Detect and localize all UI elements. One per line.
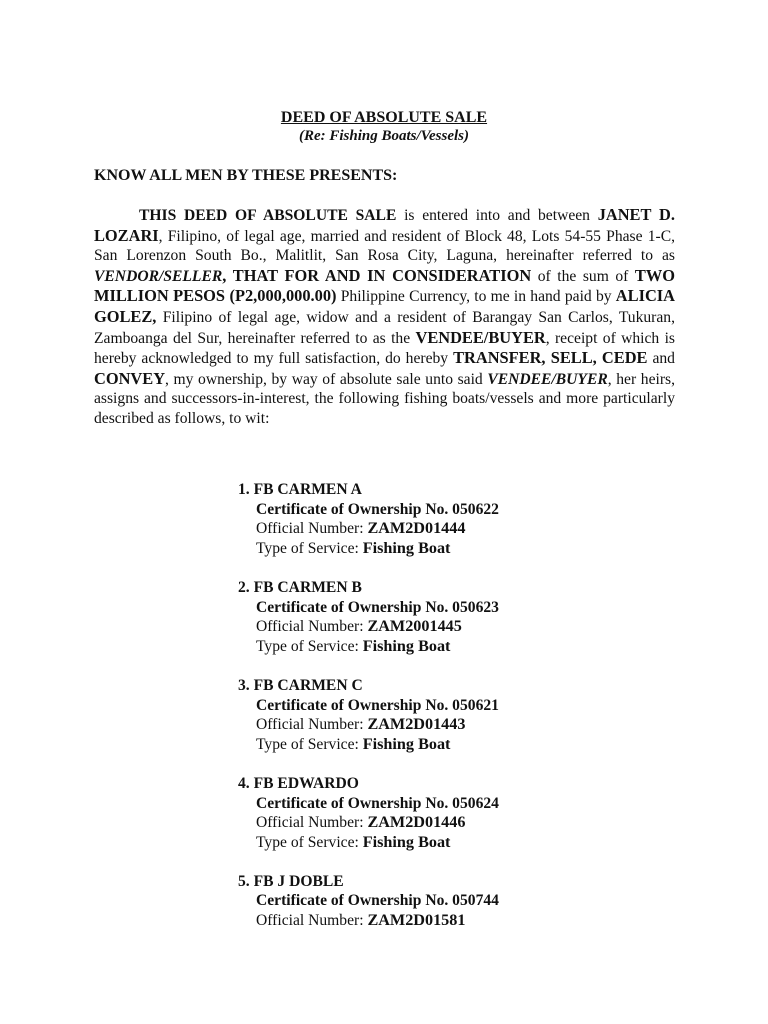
vessel-item	[238, 578, 638, 656]
deed-phrase: THIS DEED OF ABSOLUTE SALE	[139, 207, 397, 224]
service-label: Type of Service:	[256, 637, 363, 655]
para-text: , Filipino, of legal age, married and resident of Block 48, Lots 54-55 Phase 1-C, San Lorenzon South Bo., Malitlit, San Rosa City, Laguna, hereinafter referred to as	[94, 227, 675, 265]
official-number-value: ZAM2D01444	[367, 519, 466, 538]
vessel-name: 3. FB CARMEN C	[238, 676, 363, 694]
vessel-item	[238, 676, 638, 754]
service-label: Type of Service:	[256, 833, 363, 851]
vessel-official-number-row	[238, 813, 638, 833]
para-text: of the sum of	[531, 267, 635, 285]
sale-amount: TWO MILLION PESOS (P2,000,000.00)	[94, 265, 675, 306]
vessel-official-number-row	[238, 911, 638, 931]
vessel-official-number-row	[238, 715, 638, 735]
service-value: Fishing Boat	[362, 832, 451, 851]
vessel-item	[238, 480, 638, 558]
vessel-service-row	[238, 539, 638, 559]
para-text: , receipt of which is hereby acknowledged to my full satisfaction, do hereby	[94, 329, 675, 368]
vessel-name: 5. FB J DOBLE	[238, 872, 344, 890]
vessel-certificate: Certificate of Ownership No. 050624	[256, 794, 499, 812]
vessel-certificate: Certificate of Ownership No. 050623	[256, 598, 499, 616]
vessel-name: 2. FB CARMEN B	[238, 578, 362, 596]
official-number-value: ZAM2D01446	[367, 813, 466, 832]
service-label: Type of Service:	[256, 735, 363, 753]
seller-name: JANET D. LOZARI	[94, 205, 675, 245]
vessel-service-row	[238, 637, 638, 657]
official-number-label: Official Number:	[256, 520, 368, 538]
para-text: is entered into and between	[396, 207, 598, 224]
vessel-certificate: Certificate of Ownership No. 050744	[256, 892, 499, 910]
para-text: Filipino of legal age, widow and a resident of Barangay San Carlos, Tukuran, Zamboanga del Sur, hereinafter referred to as the	[94, 308, 675, 347]
know-all-men-heading: KNOW ALL MEN BY THESE PRESENTS:	[94, 167, 398, 184]
para-text: and	[647, 350, 675, 368]
para-text: Philippine Currency, to me in hand paid by	[336, 288, 616, 306]
convey-term: CONVEY	[94, 368, 166, 388]
document-subtitle: (Re: Fishing Boats/Vessels)	[298, 128, 470, 144]
transfer-phrase: TRANSFER, SELL, CEDE	[453, 348, 648, 368]
service-value: Fishing Boat	[362, 538, 451, 557]
service-label: Type of Service:	[256, 539, 363, 557]
vessel-item	[238, 872, 638, 931]
official-number-label: Official Number:	[256, 716, 368, 734]
deed-paragraph	[94, 205, 675, 429]
vessel-list	[238, 480, 638, 950]
vessel-name: 1. FB CARMEN A	[238, 481, 362, 498]
official-number-label: Official Number:	[256, 912, 368, 930]
service-value: Fishing Boat	[362, 636, 451, 655]
vessel-name: 4. FB EDWARDO	[238, 774, 359, 792]
vendee-buyer-term: VENDEE/BUYER	[415, 327, 546, 347]
official-number-value: ZAM2001445	[367, 617, 462, 636]
service-value: Fishing Boat	[362, 734, 451, 753]
para-text: , my ownership, by way of absolute sale unto said	[165, 370, 488, 388]
official-number-label: Official Number:	[256, 618, 368, 636]
para-text: , her heirs, assigns and successors-in-interest, the following fishing boats/vessels and more particularly described as follows, to wit:	[94, 370, 675, 427]
vessel-service-row	[238, 833, 638, 853]
vessel-service-row	[238, 735, 638, 755]
vessel-item	[238, 774, 638, 852]
vessel-certificate: Certificate of Ownership No. 050622	[256, 500, 499, 518]
official-number-value: ZAM2D01443	[367, 715, 466, 734]
vessel-official-number-row	[238, 617, 638, 637]
vessel-official-number-row	[238, 519, 638, 539]
vendee-buyer-term-2: VENDEE/BUYER	[487, 370, 608, 388]
document-title: DEED OF ABSOLUTE SALE	[280, 109, 488, 126]
official-number-value: ZAM2D01581	[367, 911, 466, 930]
official-number-label: Official Number:	[256, 814, 368, 832]
buyer-name: ALICIA GOLEZ,	[94, 286, 675, 326]
vendor-seller-term: VENDOR/SELLER	[94, 267, 223, 285]
consideration-phrase: , THAT FOR AND IN CONSIDERATION	[222, 265, 532, 285]
vessel-certificate: Certificate of Ownership No. 050621	[256, 696, 499, 714]
